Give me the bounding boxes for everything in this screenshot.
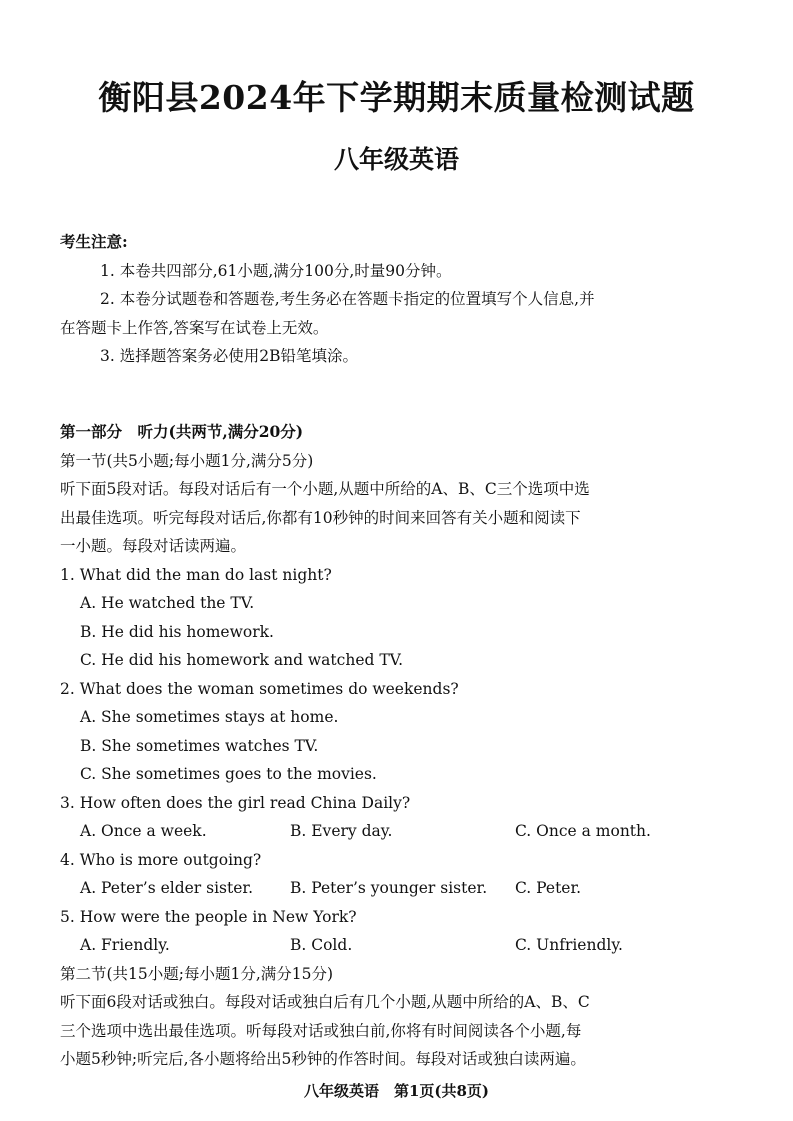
question-option: A. Friendly. bbox=[80, 936, 170, 954]
notice-item-2-line-1: 2. 本卷分试题卷和答题卷,考生务必在答题卡指定的位置填写个人信息,并 bbox=[100, 290, 595, 308]
question-options-row bbox=[60, 874, 749, 903]
question-options-row bbox=[60, 817, 749, 846]
notice-item-2-line-2: 在答题卡上作答,答案写在试卷上无效。 bbox=[60, 318, 329, 337]
question-option: C. Unfriendly. bbox=[515, 936, 623, 954]
question-option: B. Cold. bbox=[290, 936, 353, 954]
section2-instruction-line-3: 小题5秒钟;听完后,各小题将给出5秒钟的作答时间。每段对话或独白读两遍。 bbox=[60, 1050, 586, 1068]
question-option: A. He watched the TV. bbox=[80, 594, 255, 612]
section2-instruction-line-1: 听下面6段对话或独白。每段对话或独白后有几个小题,从题中所给的A、B、C bbox=[60, 993, 590, 1011]
section2-heading: 第二节(共15小题;每小题1分,满分15分) bbox=[60, 964, 334, 983]
question-option: C. She sometimes goes to the movies. bbox=[80, 765, 377, 783]
question-option: C. Peter. bbox=[515, 879, 582, 897]
question-option: B. Peter’s younger sister. bbox=[290, 879, 488, 897]
section1-instruction-line-3: 一小题。每段对话读两遍。 bbox=[60, 537, 247, 555]
question-option: A. Once a week. bbox=[80, 822, 207, 840]
notice-item-3: 3. 选择题答案务必使用2B铅笔填涂。 bbox=[100, 347, 358, 365]
notice-section bbox=[60, 228, 749, 371]
question-option: B. Every day. bbox=[290, 822, 393, 840]
notice-heading: 考生注意: bbox=[60, 232, 128, 251]
section1-instruction-line-1: 听下面5段对话。每段对话后有一个小题,从题中所给的A、B、C三个选项中选 bbox=[60, 480, 590, 498]
page-footer: 八年级英语 第1页(共8页) bbox=[303, 1082, 490, 1100]
section1-instruction-line-2: 出最佳选项。听完每段对话后,你都有10秒钟的时间来回答有关小题和阅读下 bbox=[60, 508, 581, 527]
notice-item-1: 1. 本卷共四部分,61小题,满分100分,时量90分钟。 bbox=[100, 261, 452, 280]
question-stem: 4. Who is more outgoing? bbox=[60, 850, 262, 869]
question-stem: 2. What does the woman sometimes do weekends? bbox=[60, 679, 459, 698]
exam-title: 衡阳县2024年下学期期末质量检测试题 bbox=[98, 78, 695, 117]
section1-heading: 第一节(共5小题;每小题1分,满分5分) bbox=[60, 451, 314, 470]
question-option: A. Peter’s elder sister. bbox=[80, 879, 254, 897]
question-option: B. She sometimes watches TV. bbox=[80, 736, 319, 755]
question-stem: 1. What did the man do last night? bbox=[60, 565, 332, 584]
question-stem: 5. How were the people in New York? bbox=[60, 907, 357, 926]
question-option: C. He did his homework and watched TV. bbox=[80, 651, 404, 669]
question-stem: 3. How often does the girl read China Daily? bbox=[60, 793, 411, 812]
question-option: B. He did his homework. bbox=[80, 622, 274, 641]
question-option: C. Once a month. bbox=[515, 822, 651, 840]
exam-subtitle: 八年级英语 bbox=[333, 145, 459, 174]
part1-section bbox=[60, 418, 749, 1074]
section2-instruction-line-2: 三个选项中选出最佳选项。听每段对话或独白前,你将有时间阅读各个小题,每 bbox=[60, 1021, 582, 1040]
question-option: A. She sometimes stays at home. bbox=[80, 708, 339, 726]
question-options-row bbox=[60, 931, 749, 960]
part1-heading: 第一部分 听力(共两节,满分20分) bbox=[60, 422, 304, 441]
